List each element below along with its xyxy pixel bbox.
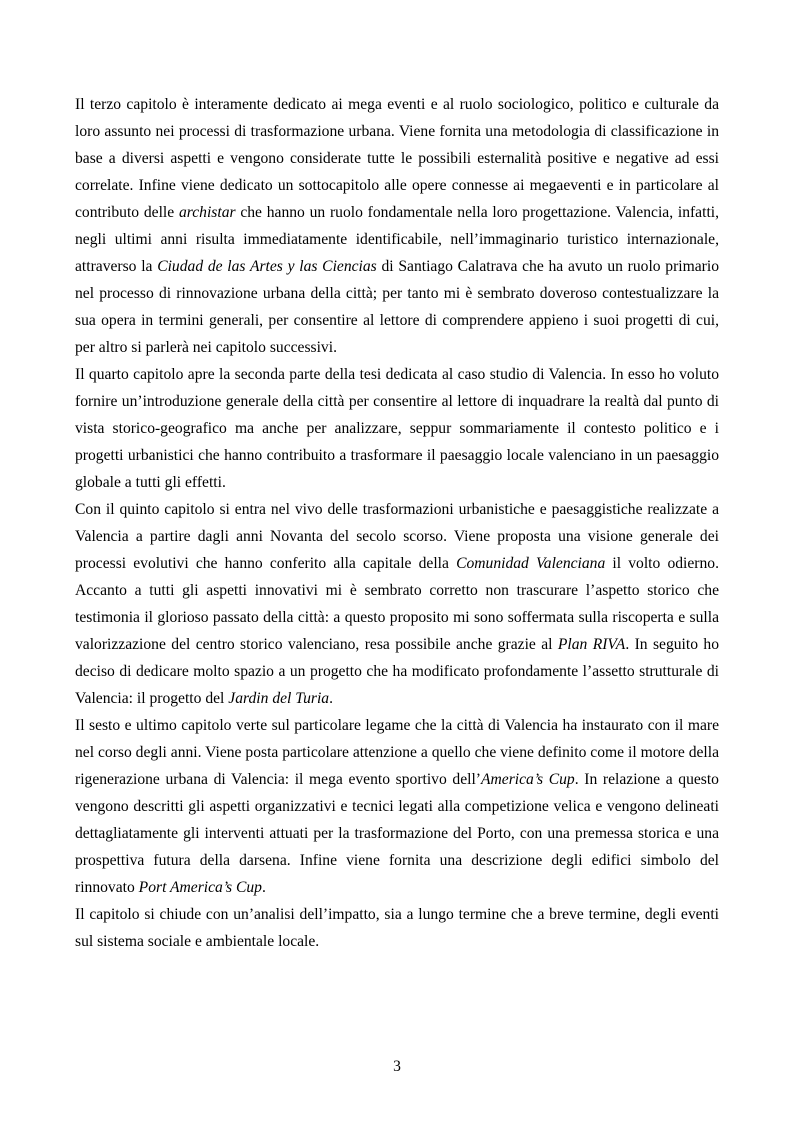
text-run: di Santiago Calatrava che ha avuto un ruolo primario nel processo di rinnovazione urbana della città; per tanto mi è sembrato doveroso contestualizzare la sua opera in termini generali, per consentire al lettore di comprendere appieno i suoi progetti di cui, per altro si parlerà nei capitolo successivi. [75, 258, 720, 356]
paragraph-sesto-capitolo [75, 712, 719, 901]
italic-term-comunidad-valenciana: Comunidad Valenciana [456, 555, 606, 572]
body-text [75, 91, 719, 955]
text-run: Con il quinto capitolo si entra nel vivo delle trasformazioni urbanistiche e paesaggistiche realizzate a Valencia a partire dagli anni Novanta del secolo scorso. Viene proposta una visione generale dei processi evolutivi che hanno conferito alla capitale della [75, 501, 719, 572]
italic-term-plan-riva: Plan RIVA [557, 636, 626, 653]
text-run: Il terzo capitolo è interamente dedicato ai mega eventi e al ruolo sociologico, politico e culturale da loro assunto nei processi di trasformazione urbana. Viene fornita una metodologia di classificazione in base a diversi aspetti e vengono considerate tutte le possibili esternalità positive e negative ad essi correlate. Infine viene dedicato un sottocapitolo alle opere connesse ai megaeventi e in particolare al contributo delle [75, 96, 719, 221]
paragraph-quarto-capitolo [75, 361, 719, 496]
text-run: Il quarto capitolo apre la seconda parte della tesi dedicata al caso studio di Valencia. In esso ho voluto fornire un’introduzione generale della città per consentire al lettore di inquadrare la realtà dal punto di vista storico-geografico ma anche per analizzare, seppur sommariamente il contesto politico e i progetti urbanistici che hanno contribuito a trasformare il paesaggio locale valenciano in un paesaggio globale a tutti gli effetti. [75, 366, 719, 491]
text-run: Il sesto e ultimo capitolo verte sul particolare legame che la città di Valencia ha instaurato con il mare nel corso degli anni. Viene posta particolare attenzione a quello che viene definito come il motore della rigenerazione urbana di Valencia: il mega evento sportivo dell’ [75, 717, 719, 788]
text-run: il volto odierno. Accanto a tutti gli aspetti innovativi mi è sembrato corretto non trascurare l’aspetto storico che testimonia il glorioso passato della città: a questo proposito mi sono soffermata sulla riscoperta e sulla valorizzazione del centro storico valenciano, resa possibile anche grazie al [75, 555, 719, 653]
text-run: Il capitolo si chiude con un’analisi dell’impatto, sia a lungo termine che a breve termine, degli eventi sul sistema sociale e ambientale locale. [75, 906, 719, 950]
italic-term-ciudad-artes-ciencias: Ciudad de las Artes y las Ciencias [157, 258, 377, 275]
paragraph-conclusione-capitolo [75, 901, 719, 955]
italic-term-archistar: archistar [178, 204, 236, 221]
paragraph-quinto-capitolo [75, 496, 719, 712]
text-run: . In relazione a questo vengono descritti gli aspetti organizzativi e tecnici legati alla competizione velica e vengono delineati dettagliatamente gli interventi attuati per la trasformazione del Porto, con una premessa storica e una prospettiva futura della darsena. Infine viene fornita una descrizione degli edifici simbolo del rinnovato [75, 771, 719, 896]
text-run: . In seguito ho deciso di dedicare molto spazio a un progetto che ha modificato profondamente l’assetto strutturale di Valencia: il progetto del [75, 636, 719, 707]
paragraph-terzo-capitolo [75, 91, 719, 361]
text-run: . [261, 879, 266, 896]
italic-term-port-americas-cup: Port America’s Cup [138, 879, 262, 896]
page-number: 3 [393, 1058, 401, 1075]
italic-term-americas-cup: America’s Cup [481, 771, 575, 788]
text-run: . [329, 690, 333, 707]
text-run: che hanno un ruolo fondamentale nella loro progettazione. Valencia, infatti, negli ultimi anni risulta immediatamente identificabile, nell’immaginario turistico internazionale, attraverso la [75, 204, 720, 275]
italic-term-jardin-del-turia: Jardin del Turia [228, 690, 330, 707]
